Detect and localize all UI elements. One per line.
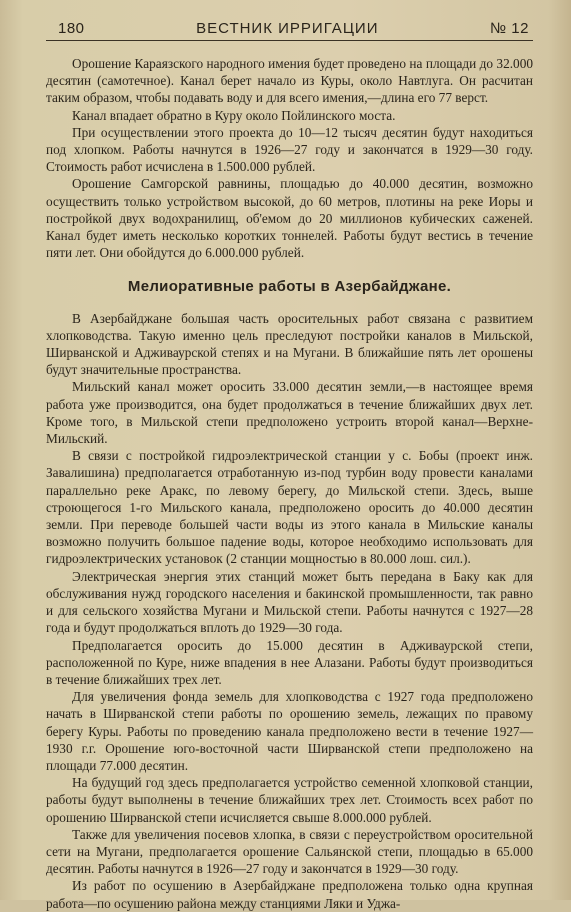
page-number: 180 bbox=[58, 20, 85, 37]
paragraph: Из работ по осушению в Азербайджане предположена только одна крупная работа—по осушению района между станциями Ляки и Уджа- bbox=[46, 878, 533, 911]
paragraph: В Азербайджане большая часть оросительных работ связана с развитием хлопководства. Такую именно цель преследуют постройки каналов в Мильской, Ширванской и Адживаурской степях и на Мугани. В ближайшие пять лет орошены будут значительные пространства. bbox=[46, 310, 533, 378]
paragraph: Канал впадает обратно в Куру около Пойлинского моста. bbox=[72, 107, 396, 123]
paragraph: Мильский канал может оросить 33.000 десятин земли,—в настоящее время работа уже производится, она будет продолжаться в течение ближайших двух лет. Кроме того, в Мильской степи предположено устроить второй канал—Верхне-Мильский. bbox=[46, 379, 533, 447]
paragraph: В связи с постройкой гидроэлектрической станции у с. Бобы (проект инж. Завалишина) предполагается отработанную из-под турбин воду провести каналами параллельно реке Аракс, по левому берегу, до Мильской степи. Здесь, выше строющегося 1-го Мильского канала, предположено оросить до 40.000 десятин земли. При переводе большей части воды из этого канала в Мильские каналы возможно получить большое падение воды, которое необходимо использовать для гидроэлектрических установок (2 станции мощностью в 80.000 лош. сил.). bbox=[46, 448, 533, 567]
article-body bbox=[46, 55, 533, 912]
section-heading: Мелиоративные работы в Азербайджане. bbox=[127, 278, 452, 296]
journal-title: ВЕСТНИК ИРРИГАЦИИ bbox=[196, 20, 379, 37]
paragraph: Орошение Караязского народного имения будет проведено на площади до 32.000 десятин (самотечное). Канал берет начало из Куры, около Навтлуга. Он расчитан таким образом, чтобы подавать воду и для всего имения,—длина его 77 верст. bbox=[46, 56, 533, 106]
paragraph: Также для увеличения посевов хлопка, в связи с переустройством оросительной сети на Мугани, предполагается орошение Сальянской степи, площадью в 65.000 десятин. Работы начнутся в 1926—27 году и закончатся в 1929—30 году. bbox=[46, 826, 533, 877]
paragraphs-after-heading bbox=[46, 310, 533, 912]
paragraphs-before-heading bbox=[46, 55, 533, 261]
paragraph: Для увеличения фонда земель для хлопководства с 1927 года предположено начать в Ширванской степи работы по орошению земель, лежащих по правому берегу Куры. Работы по проведению канала предположено вести в течение 1927—1930 г.г. Орошение юго-восточной части Ширванской степи предположено на площади 77.000 десятин. bbox=[46, 689, 533, 773]
paragraph: Орошение Самгорской равнины, площадью до 40.000 десятин, возможно осуществить только устройством высокой, до 60 метров, плотины на реке Иоры и постройкой двух водохранилищ, об'емом до 20 миллионов кубических саженей. Канал будет иметь несколько коротких тоннелей. Работы будут вестись в течение пяти лет. Они обойдутся до 6.000.000 рублей. bbox=[46, 176, 533, 261]
running-header bbox=[46, 20, 533, 41]
paragraph: На будущий год здесь предполагается устройство семенной хлопковой станции, работы будут выполнены в течение ближайших трех лет. Стоимость всех работ по орошению Ширванской степи исчисляется свыше 8.000.000 рублей. bbox=[46, 775, 533, 825]
paragraph: Предполагается оросить до 15.000 десятин в Адживаурской степи, расположенной по Куре, ниже впадения в нее Алазани. Работы будут производиться в течение ближайших трех лет. bbox=[46, 637, 533, 687]
paragraph: При осуществлении этого проекта до 10—12 тысяч десятин будут находиться под хлопком. Работы начнутся в 1926—27 году и закончатся в 1929—30 году. Стоимость работ исчислена в 1.500.000 рублей. bbox=[46, 124, 533, 175]
paragraph: Электрическая энергия этих станций может быть передана в Баку как для обслуживания нужд городского населения и бакинской промышленности, так равно и для сельского хозяйства Мугани и Мильской степи. Работы начнутся с 1927—28 года и будут продолжаться вплоть до 1929—30 года. bbox=[46, 568, 533, 636]
issue-number: № 12 bbox=[490, 20, 529, 37]
